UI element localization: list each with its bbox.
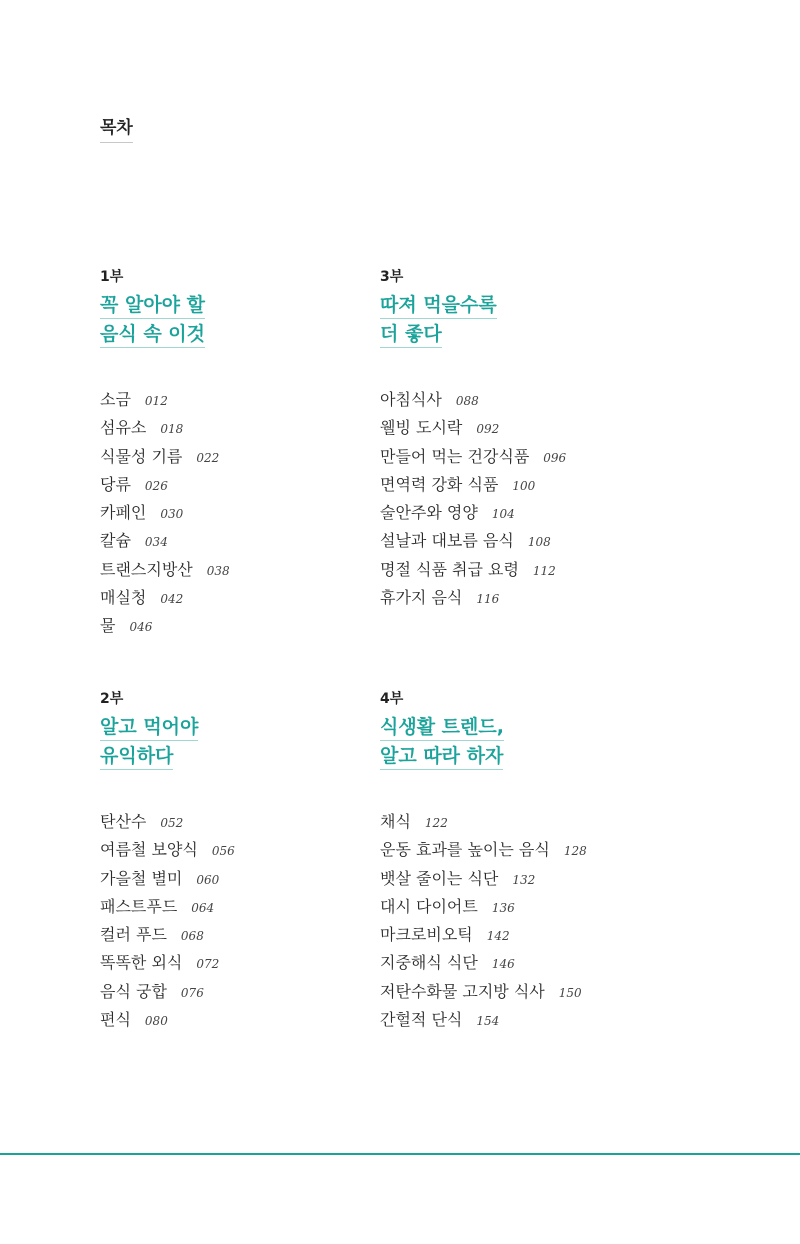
toc-item-page: 142 xyxy=(486,929,510,944)
toc-item-page: 068 xyxy=(180,929,204,944)
toc-item[interactable] xyxy=(380,949,587,977)
toc-item-label: 아침식사 xyxy=(380,390,442,409)
part-number: 3부 xyxy=(380,269,404,285)
toc-item[interactable] xyxy=(380,921,587,949)
toc-item-page: 154 xyxy=(476,1014,500,1029)
toc-item-label: 대시 다이어트 xyxy=(380,896,478,916)
toc-item[interactable] xyxy=(100,808,235,836)
toc-item-label: 설날과 대보름 음식 xyxy=(380,531,514,551)
toc-list xyxy=(380,808,587,1034)
part-3 xyxy=(380,268,566,612)
page-title: 목차 xyxy=(100,118,133,143)
toc-item-label: 컬러 푸드 xyxy=(100,925,167,945)
toc-item[interactable] xyxy=(100,584,230,612)
toc-item-page: 046 xyxy=(129,620,153,635)
toc-item[interactable] xyxy=(100,949,235,977)
toc-item-page: 116 xyxy=(476,592,500,607)
toc-item[interactable] xyxy=(380,499,566,527)
toc-item-page: 104 xyxy=(491,507,515,522)
toc-item[interactable] xyxy=(380,471,566,499)
part-heading-line: 꼭 알아야 할 xyxy=(100,294,205,319)
part-4 xyxy=(380,690,587,1034)
toc-item-label: 만들어 먹는 건강식품 xyxy=(380,446,530,466)
toc-item[interactable] xyxy=(380,865,587,893)
part-number: 1부 xyxy=(100,269,124,285)
toc-item-page: 096 xyxy=(543,450,567,465)
toc-item[interactable] xyxy=(380,443,566,471)
toc-item-label: 소금 xyxy=(100,390,131,409)
part-heading-line: 더 좋다 xyxy=(380,323,442,348)
part-heading xyxy=(380,294,566,352)
toc-item[interactable] xyxy=(100,386,230,414)
toc-item[interactable] xyxy=(100,893,235,921)
bottom-rule xyxy=(0,1153,800,1155)
toc-item-page: 034 xyxy=(144,535,168,550)
part-heading-line: 유익하다 xyxy=(100,745,173,770)
toc-item-label: 지중해식 식단 xyxy=(380,953,478,973)
toc-item-label: 물 xyxy=(100,616,116,636)
toc-item-page: 132 xyxy=(512,872,536,887)
toc-item-page: 064 xyxy=(191,900,215,915)
part-heading-line: 식생활 트렌드, xyxy=(380,716,504,741)
toc-item-label: 술안주와 영양 xyxy=(380,503,478,523)
toc-item-page: 076 xyxy=(180,985,204,1000)
toc-item-label: 저탄수화물 고지방 식사 xyxy=(380,981,545,1001)
part-heading-line: 따져 먹을수록 xyxy=(380,294,497,319)
toc-item[interactable] xyxy=(380,893,587,921)
toc-item[interactable] xyxy=(100,556,230,584)
toc-item[interactable] xyxy=(380,584,566,612)
toc-item-page: 060 xyxy=(196,872,220,887)
toc-item-label: 간헐적 단식 xyxy=(380,1010,463,1030)
toc-item-label: 당류 xyxy=(100,474,131,494)
part-heading xyxy=(100,716,235,774)
toc-item-page: 030 xyxy=(160,507,184,522)
toc-item[interactable] xyxy=(100,443,230,471)
toc-item-page: 108 xyxy=(527,535,551,550)
toc-item-page: 026 xyxy=(144,478,168,493)
toc-item-label: 면역력 강화 식품 xyxy=(380,474,499,494)
toc-item-label: 웰빙 도시락 xyxy=(380,418,463,438)
toc-item-page: 146 xyxy=(491,957,515,972)
toc-item-page: 122 xyxy=(424,816,448,830)
toc-item[interactable] xyxy=(100,414,230,442)
toc-list xyxy=(100,808,235,1034)
toc-list xyxy=(380,386,566,612)
part-heading-line: 음식 속 이것 xyxy=(100,323,205,348)
toc-item[interactable] xyxy=(380,1006,587,1034)
toc-item-label: 칼슘 xyxy=(100,531,131,551)
toc-item[interactable] xyxy=(100,612,230,640)
toc-item-page: 012 xyxy=(144,394,168,408)
toc-item-page: 150 xyxy=(558,985,582,1000)
toc-item-label: 똑똑한 외식 xyxy=(100,953,183,973)
toc-item-page: 056 xyxy=(211,844,235,859)
toc-item-label: 뱃살 줄이는 식단 xyxy=(380,868,499,888)
toc-item-page: 042 xyxy=(160,592,184,607)
part-heading-line: 알고 먹어야 xyxy=(100,716,198,741)
toc-item-label: 마크로비오틱 xyxy=(380,925,473,945)
part-heading-line: 알고 따라 하자 xyxy=(380,745,503,770)
toc-item-page: 038 xyxy=(206,563,230,578)
toc-item-label: 음식 궁합 xyxy=(100,981,167,1001)
toc-item-label: 섬유소 xyxy=(100,418,147,438)
toc-item-label: 트랜스지방산 xyxy=(100,559,193,579)
toc-item-label: 명절 식품 취급 요령 xyxy=(380,559,519,579)
toc-item-page: 112 xyxy=(532,563,556,578)
toc-item[interactable] xyxy=(380,414,566,442)
toc-item-label: 편식 xyxy=(100,1010,131,1030)
toc-item[interactable] xyxy=(380,527,566,555)
toc-item-page: 092 xyxy=(476,422,500,437)
toc-item-page: 052 xyxy=(160,816,184,830)
toc-item[interactable] xyxy=(380,978,587,1006)
toc-item-label: 휴가지 음식 xyxy=(380,588,463,608)
toc-item[interactable] xyxy=(100,921,235,949)
toc-item-label: 카페인 xyxy=(100,503,147,523)
toc-item[interactable] xyxy=(380,836,587,864)
toc-item-page: 088 xyxy=(455,394,479,408)
toc-item[interactable] xyxy=(380,386,566,414)
toc-item-label: 가을철 별미 xyxy=(100,868,183,888)
toc-item-label: 운동 효과를 높이는 음식 xyxy=(380,840,550,860)
toc-item-label: 패스트푸드 xyxy=(100,896,178,916)
toc-item-page: 018 xyxy=(160,422,184,437)
toc-list xyxy=(100,386,230,641)
part-heading xyxy=(100,294,230,352)
part-1 xyxy=(100,268,230,641)
toc-item-page: 022 xyxy=(196,450,220,465)
toc-item-page: 128 xyxy=(563,844,587,859)
part-2 xyxy=(100,690,235,1034)
toc-item-page: 100 xyxy=(512,478,536,493)
toc-item[interactable] xyxy=(380,808,587,836)
toc-item-label: 매실청 xyxy=(100,588,147,608)
toc-item[interactable] xyxy=(100,1006,235,1034)
toc-item-label: 식물성 기름 xyxy=(100,446,183,466)
toc-item[interactable] xyxy=(100,471,230,499)
part-heading xyxy=(380,716,587,774)
toc-item-page: 080 xyxy=(144,1014,168,1029)
toc-item-label: 탄산수 xyxy=(100,812,147,831)
toc-item-page: 072 xyxy=(196,957,220,972)
toc-item[interactable] xyxy=(100,836,235,864)
toc-item[interactable] xyxy=(100,978,235,1006)
toc-item[interactable] xyxy=(380,556,566,584)
toc-item[interactable] xyxy=(100,527,230,555)
toc-item-label: 채식 xyxy=(380,812,411,831)
part-number: 4부 xyxy=(380,691,404,707)
toc-item[interactable] xyxy=(100,499,230,527)
part-number: 2부 xyxy=(100,691,124,707)
toc-item-page: 136 xyxy=(491,900,515,915)
toc-item[interactable] xyxy=(100,865,235,893)
toc-item-label: 여름철 보양식 xyxy=(100,840,198,860)
